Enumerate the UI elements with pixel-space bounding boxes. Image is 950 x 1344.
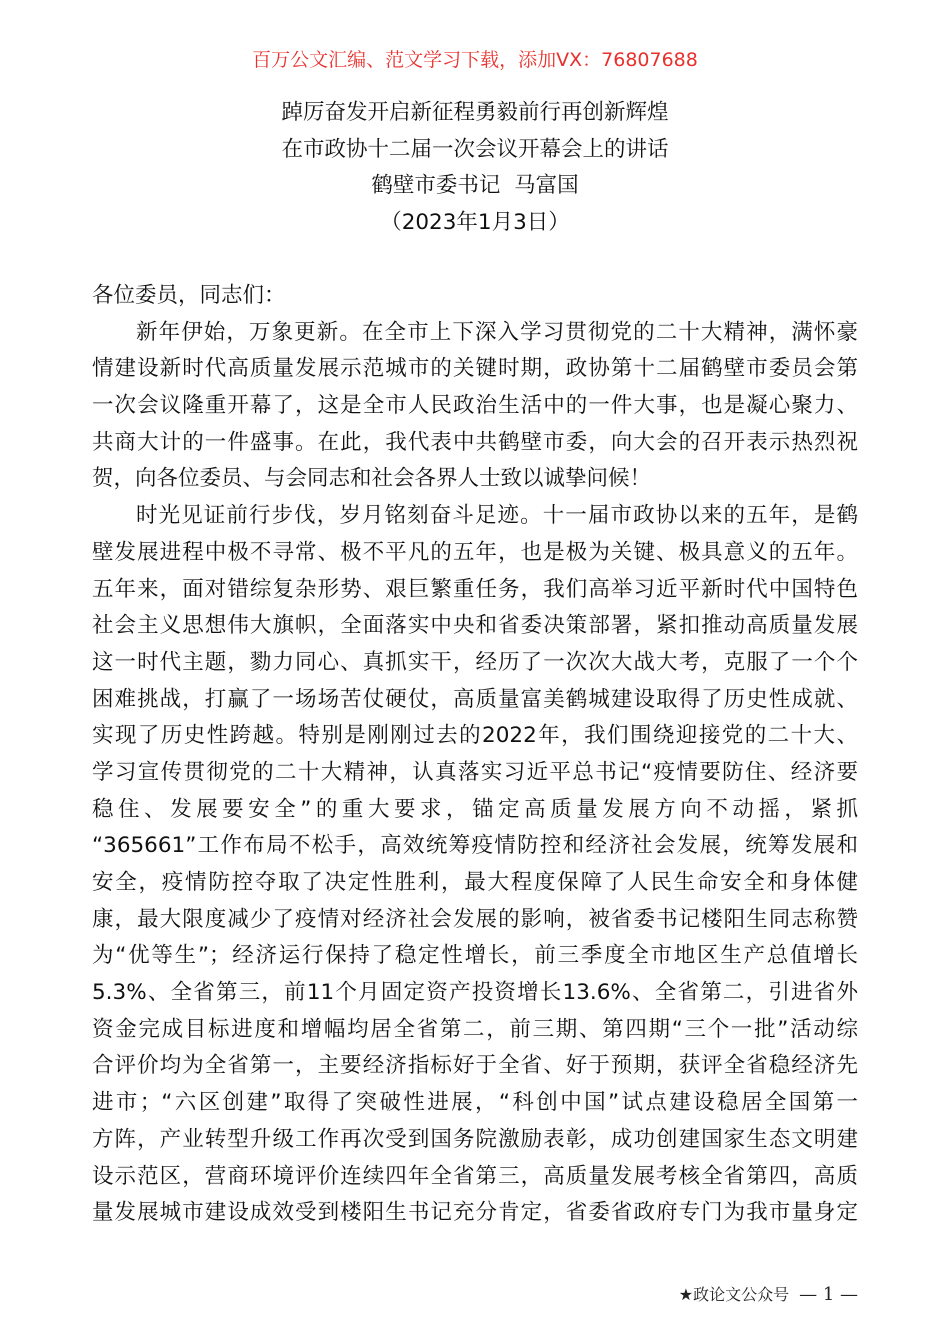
text-line: 为“优等生”；经济运行保持了稳定性增长，前三季度全市地区生产总值增长 [92,943,858,969]
text-line: 5.3%、全省第三，前11个月固定资产投资增长13.6%、全省第二，引进省外 [92,980,858,1006]
text-line: 困难挑战，打赢了一场场苦仗硬仗，高质量富美鹤城建设取得了历史性成就、 [92,686,858,712]
text-line: 安全，疫情防控夺取了决定性胜利，最大程度保障了人民生命安全和身体健 [92,870,858,895]
text-line: 学习宣传贯彻党的二十大精神，认真落实习近平总书记“疫情要防住、经济要 [92,759,858,785]
text-line: 壁发展进程中极不寻常、极不平凡的五年，也是极为关键、极具意义的五年。 [92,539,858,565]
page-footer [679,1282,858,1308]
text-line: 五年来，面对错综复杂形势、艰巨繁重任务，我们高举习近平新时代中国特色 [92,576,858,602]
text-line: 情建设新时代高质量发展示范城市的关键时期，政协第十二届鹤壁市委员会第 [92,356,858,382]
footer-source: ★政论文公众号 [678,1285,790,1304]
text-line: 方阵，产业转型升级工作再次受到国务院激励表彰，成功创建国家生态文明建 [92,1126,858,1152]
text-line: 量发展城市建设成效受到楼阳生书记充分肯定，省委省政府专门为我市量身定 [92,1200,858,1226]
text-line: 合评价均为全省第一，主要经济指标好于全省、好于预期，获评全省稳经济先 [92,1053,858,1079]
salutation: 各位委员，同志们： [92,283,286,308]
main-title: 踔厉奋发开启新征程勇毅前行再创新辉煌 [281,100,669,125]
date-line: （2023年1月3日） [380,210,570,236]
subtitle: 在市政协十二届一次会议开幕会上的讲话 [281,136,669,162]
text-line: “365661”工作布局不松手，高效统筹疫情防控和经济社会发展，统筹发展和 [92,833,858,859]
author-line: 鹤壁市委书记 马富国 [371,173,579,199]
text-line: 资金完成目标进度和增幅均居全省第二，前三期、第四期“三个一批”活动综 [92,1016,858,1042]
page-number: — 1 — [799,1284,858,1305]
text-line: 康，最大限度减少了疫情对经济社会发展的影响，被省委书记楼阳生同志称赞 [92,906,858,932]
text-line: 新年伊始，万象更新。在全市上下深入学习贯彻党的二十大精神，满怀豪 [136,319,858,345]
text-line: 时光见证前行步伐，岁月铭刻奋斗足迹。十一届市政协以来的五年，是鹤 [136,503,858,529]
text-line: 这一时代主题，勠力同心、真抓实干，经历了一次次大战大考，克服了一个个 [92,649,858,675]
paragraph [92,315,858,498]
watermark-header: 百万公文汇编、范文学习下载，添加VX：76807688 [252,49,698,71]
text-line: 社会主义思想伟大旗帜，全面落实中央和省委决策部署，紧扣推动高质量发展 [92,613,858,639]
text-line: 设示范区，营商环境评价连续四年全省第三，高质量发展考核全省第四，高质 [92,1163,858,1189]
document-body [92,278,858,1232]
text-line: 实现了历史性跨越。特别是刚刚过去的2022年，我们围绕迎接党的二十大、 [92,723,858,749]
title-block [0,95,950,242]
paragraph [92,498,858,1232]
text-line: 进市；“六区创建”取得了突破性进展，“科创中国”试点建设稳居全国第一 [92,1090,858,1116]
text-line: 共商大计的一件盛事。在此，我代表中共鹤壁市委，向大会的召开表示热烈祝 [92,429,858,455]
text-line: 贺，向各位委员、与会同志和社会各界人士致以诚挚问候！ [92,466,652,492]
text-line: 稳住、发展要安全”的重大要求，锚定高质量发展方向不动摇，紧抓 [92,796,858,822]
text-line: 一次会议隆重开幕了，这是全市人民政治生活中的一件大事，也是凝心聚力、 [92,393,858,419]
